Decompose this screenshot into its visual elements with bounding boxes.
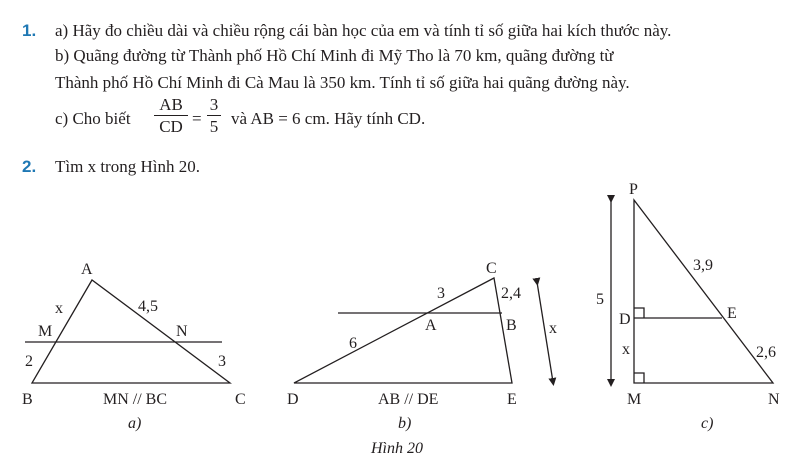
fraction-denominator: CD [159,117,183,136]
label-relation-b: AB // DE [378,391,439,408]
triangle-abc [32,280,230,383]
label-x-c: x [622,341,630,358]
label-point-a: A [81,261,93,278]
label-length-cb: 2,4 [501,285,521,302]
label-length-pe: 3,9 [693,257,713,274]
label-point-c: C [235,391,246,408]
caption-a: a) [128,415,142,432]
label-length-mb: 2 [25,353,33,370]
exercise-1-part-b-line-1: b) Quãng đường từ Thành phố Hồ Chí Minh đi Mỹ Tho là 70 km, quãng đường từ [55,46,614,65]
label-point-p: P [629,181,638,198]
exercise-2-number: 2. [22,157,37,176]
label-length-ca: 3 [437,285,445,302]
right-angle-m [634,373,644,383]
label-x: x [55,300,63,317]
right-angle-d [634,308,644,318]
label-point-e-b: E [507,391,517,408]
equals-sign: = [192,109,202,128]
fraction-denominator: 5 [209,117,219,136]
exercise-1-part-a: a) Hãy đo chiều dài và chiều rộng cái bàn học của em và tính tỉ số giữa hai kích thước này. [55,21,672,40]
fraction-numerator: 3 [209,95,219,114]
fraction-numerator: AB [159,95,183,114]
figure-a [25,280,230,383]
label-point-n: N [176,323,188,340]
figure-caption: Hình 20 [371,440,423,457]
label-point-d-c: D [619,311,631,328]
exercise-1-part-c-prefix: c) Cho biết [55,109,131,128]
exercise-1-part-c-suffix: và AB = 6 cm. Hãy tính CD. [231,109,426,128]
label-x-b: x [549,320,557,337]
figure-c [611,199,773,383]
exercise-1-number: 1. [22,21,37,40]
exercise-2-text: Tìm x trong Hình 20. [55,157,200,176]
label-point-b: B [22,391,33,408]
label-point-a-b: A [425,317,437,334]
quad-cde [294,278,512,383]
label-relation-a: MN // BC [103,391,168,408]
label-point-n-c: N [768,391,780,408]
label-point-m-c: M [627,391,642,408]
label-length-an: 4,5 [138,298,158,315]
exercise-1-part-b-line-2: Thành phố Hồ Chí Minh đi Cà Mau là 350 km. Tính tỉ số giữa hai quãng đường này. [55,73,630,92]
label-length-en: 2,6 [756,344,776,361]
label-length-nc: 3 [218,353,226,370]
label-point-e-c: E [727,305,737,322]
label-point-m: M [38,323,53,340]
label-point-c-b: C [486,260,497,277]
caption-b: b) [398,415,412,432]
label-point-b-b: B [506,317,517,334]
caption-c: c) [701,415,714,432]
triangle-pmn [634,200,773,383]
label-point-d-b: D [287,391,299,408]
label-length-pm: 5 [596,291,604,308]
label-length-ad: 6 [349,335,357,352]
